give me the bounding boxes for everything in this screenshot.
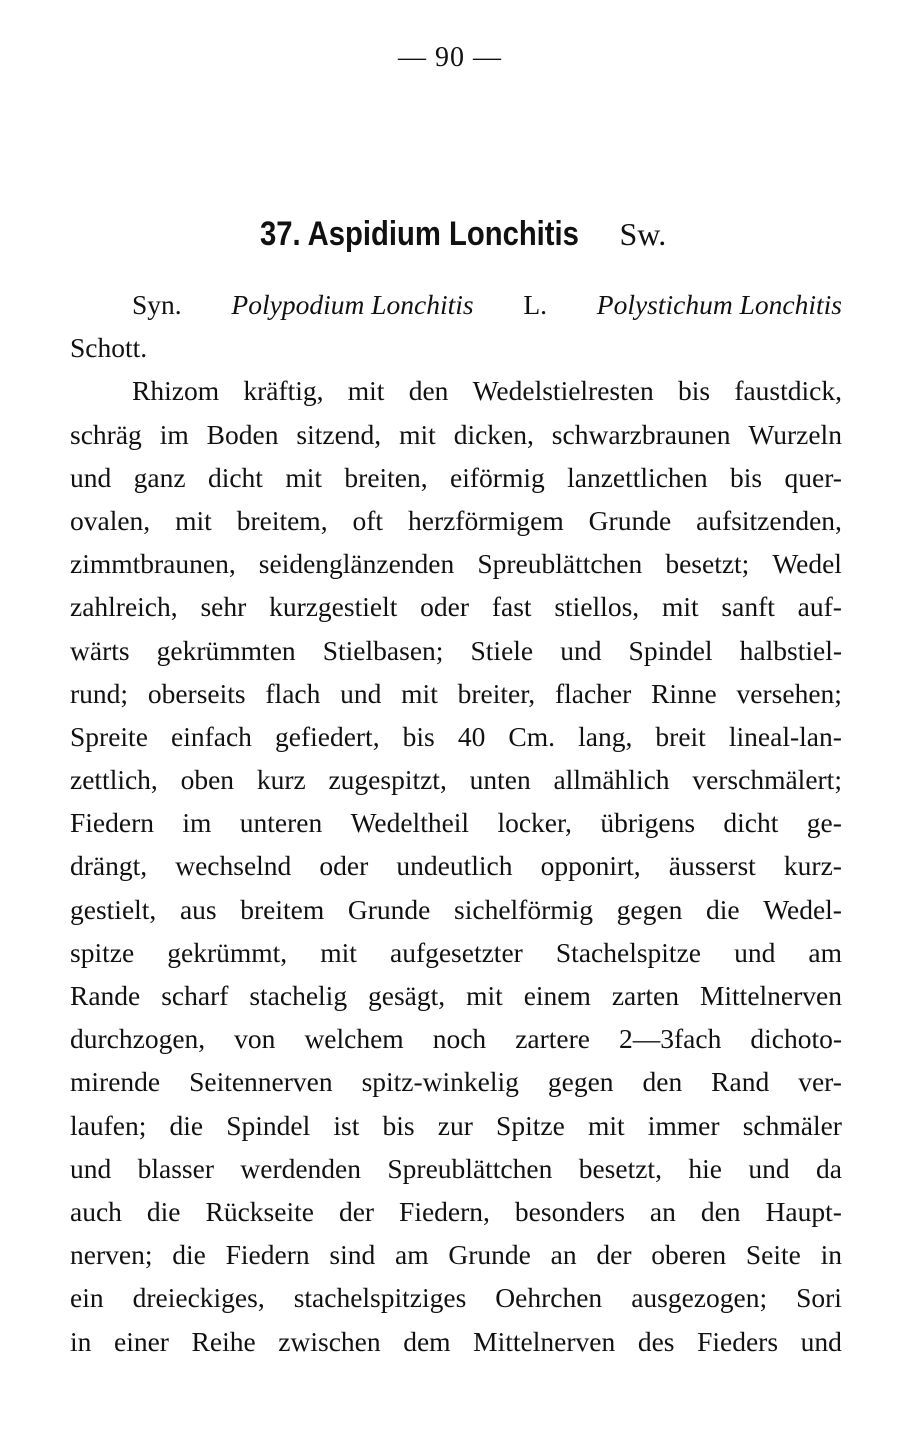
description-line: drängt, wechselnd oder undeutlich opponirt, äusserst kurz- <box>70 850 842 882</box>
description-line: Spreite einfach gefiedert, bis 40 Cm. lang, breit lineal-lan- <box>70 720 842 752</box>
synonym-line <box>70 283 842 326</box>
description-line: schräg im Boden sitzend, mit dicken, schwarzbraunen Wurzeln <box>70 418 842 450</box>
synonym-name-2: Polystichum Lonchitis <box>596 289 842 320</box>
description-line: gestielt, aus breitem Grunde sichelförmig gegen die Wedel- <box>70 893 842 925</box>
species-author: Sw. <box>619 216 667 252</box>
description-body <box>70 283 842 1363</box>
description-line: zettlich, oben kurz zugespitzt, unten allmählich verschmälert; <box>70 764 842 796</box>
description-line: zahlreich, sehr kurzgestielt oder fast stiellos, mit sanft auf- <box>70 591 842 623</box>
description-line: laufen; die Spindel ist bis zur Spitze mit immer schmäler <box>70 1109 842 1141</box>
description-line: ein dreieckiges, stachelspitziges Oehrchen ausgezogen; Sori <box>70 1282 842 1314</box>
species-name: 37. Aspidium Lonchitis <box>259 215 579 253</box>
species-heading <box>0 210 900 258</box>
description-paragraph <box>70 369 842 1362</box>
description-line: mirende Seitennerven spitz-winkelig gegen den Rand ver- <box>70 1066 842 1098</box>
description-line: Fiedern im unteren Wedeltheil locker, übrigens dicht ge- <box>70 807 842 839</box>
synonym-author-2: Schott. <box>70 332 148 364</box>
description-line: und ganz dicht mit breiten, eiförmig lanzettlichen bis quer- <box>70 461 842 493</box>
description-line: Rande scharf stachelig gesägt, mit einem zarten Mittelnerven <box>70 980 842 1011</box>
description-line: in einer Reihe zwischen dem Mittelnerven des Fieders und <box>70 1325 842 1357</box>
description-line: ovalen, mit breitem, oft herzförmigem Grunde aufsitzenden, <box>70 504 842 536</box>
description-line: zimmtbraunen, seidenglänzenden Spreublättchen besetzt; Wedel <box>70 548 842 580</box>
description-line: rund; oberseits flach und mit breiter, flacher Rinne versehen; <box>70 677 842 709</box>
description-line: auch die Rückseite der Fiedern, besonders an den Haupt- <box>70 1195 842 1227</box>
synonym-name-1: Polypodium Lonchitis <box>231 289 474 320</box>
page-number: — 90 — <box>398 42 502 73</box>
synonym-label: Syn. <box>132 289 182 320</box>
description-line: und blasser werdenden Spreublättchen besetzt, hie und da <box>70 1152 842 1184</box>
description-line: durchzogen, von welchem noch zartere 2—3fach dichoto- <box>70 1023 842 1055</box>
description-line: spitze gekrümmt, mit aufgesetzter Stachelspitze und am <box>70 936 842 968</box>
description-line: wärts gekrümmten Stielbasen; Stiele und Spindel halbstiel- <box>70 634 842 666</box>
description-line: nerven; die Fiedern sind am Grunde an der oberen Seite in <box>70 1239 842 1271</box>
description-line: Rhizom kräftig, mit den Wedelstielresten bis faustdick, <box>132 375 842 407</box>
synonym-author-1: L. <box>523 289 548 320</box>
